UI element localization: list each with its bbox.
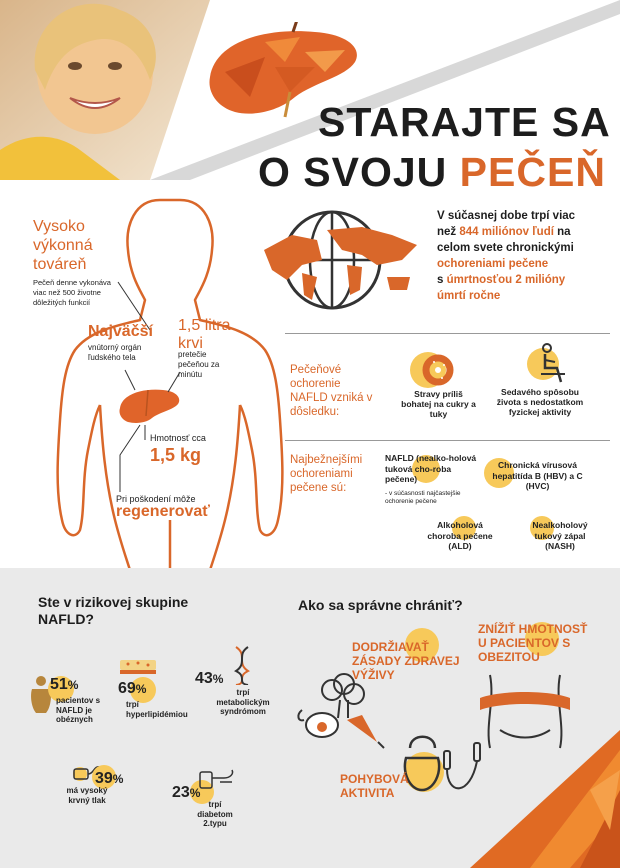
fact-blood-title: 1,5 litra krvi bbox=[178, 317, 231, 352]
divider-2 bbox=[285, 440, 610, 441]
disease-viral: Chronická vírusová hepatitída B (HBV) a C (HVC) bbox=[492, 460, 583, 491]
world-line-e bbox=[437, 272, 607, 288]
risk-unit: % bbox=[67, 678, 79, 692]
disease-ald: Alkoholová choroba pečene (ALD) bbox=[427, 520, 493, 551]
risk-item-4-label: má vysoký krvný tlak bbox=[66, 786, 108, 805]
risk-item-2-label: trpí hyperlipidémiou bbox=[126, 700, 188, 719]
fact-factory-text: Pečeň denne vykonáva viac než 500 životne dôležitých funkcií bbox=[33, 278, 111, 307]
risk-unit: % bbox=[112, 772, 124, 786]
fact-largest-title: Najväčší bbox=[88, 323, 153, 340]
risk-unit: % bbox=[189, 786, 201, 800]
protect-activity: POHYBOVÁ AKTIVITA bbox=[340, 772, 409, 800]
protect-weight: ZNÍŽIŤ HMOTNOSŤ U PACIENTOV S OBEZITOU bbox=[478, 622, 588, 664]
risk-value: 69 bbox=[118, 680, 136, 697]
corner-decoration bbox=[470, 730, 620, 868]
risk-item-2-value bbox=[118, 680, 146, 698]
fact-factory-title: Vysoko výkonná továreň bbox=[33, 218, 93, 273]
diseases-heading: Najbežnejšími ochoreniami pečene sú: bbox=[290, 454, 363, 494]
globe-icon bbox=[262, 205, 422, 315]
fact-blood-text: pretečie pečeňou za minútu bbox=[178, 350, 220, 379]
fact-weight-value: 1,5 kg bbox=[150, 445, 202, 465]
causes-heading: Pečeňové ochorenie NAFLD vzniká v dôsledku: bbox=[290, 364, 373, 418]
world-line-a: V súčasnej dobe trpí viac bbox=[437, 210, 576, 222]
risk-value: 43 bbox=[195, 670, 213, 687]
fact-regen-value: regenerovať bbox=[116, 503, 210, 520]
risk-value: 39 bbox=[95, 770, 113, 787]
dna-icon bbox=[232, 645, 252, 685]
glucose-meter-icon bbox=[198, 768, 236, 790]
jump-rope-icon bbox=[440, 735, 490, 800]
world-text-b2: na bbox=[553, 226, 571, 238]
disease-nafld-note: - v súčasnosti najčastejšie ochorenie pečene bbox=[385, 490, 461, 505]
risk-item-3-value bbox=[195, 670, 223, 688]
risk-value: 51 bbox=[50, 676, 68, 693]
page-title-line1: STARAJTE SA bbox=[318, 99, 611, 145]
protect-heading: Ako sa správne chrániť? bbox=[298, 597, 463, 613]
fat-drop-icon bbox=[118, 658, 158, 678]
world-stats bbox=[437, 208, 607, 304]
risk-item-1-label: pacientov s NAFLD je obéznych bbox=[56, 696, 101, 724]
risk-heading: Ste v rizikovej skupine NAFLD? bbox=[38, 594, 189, 627]
risk-unit: % bbox=[212, 672, 224, 686]
title-accent: PEČEŇ bbox=[459, 149, 606, 195]
risk-item-5-label: trpí diabetom 2.typu bbox=[197, 800, 233, 828]
world-line-f: úmrtí ročne bbox=[437, 290, 501, 302]
donut-icon bbox=[408, 350, 460, 392]
cause-item-diet: Stravy príliš bohatej na cukry a tuky bbox=[401, 389, 476, 419]
world-line-b bbox=[437, 224, 607, 240]
disease-nash: Nealkoholový tukový zápal (NASH) bbox=[532, 520, 588, 551]
risk-item-3-label: trpí metabolickým syndrómom bbox=[216, 688, 270, 716]
world-count: 844 miliónov ľudí bbox=[459, 226, 554, 238]
cause-item-sedentary: Sedavého spôsobu života s nedostatkom fyzickej aktivity bbox=[496, 387, 584, 417]
risk-item-1-value bbox=[50, 676, 78, 694]
risk-value: 23 bbox=[172, 784, 190, 801]
world-text-b: než bbox=[437, 226, 460, 238]
fact-weight-label: Hmotnosť cca bbox=[150, 433, 206, 443]
fact-largest-text: vnútorný orgán ľudského tela bbox=[88, 343, 142, 362]
risk-unit: % bbox=[135, 682, 147, 696]
world-line-c: celom svete chronickými bbox=[437, 242, 574, 254]
disease-nafld: NAFLD (nealko-holová tuková cho-roba pečene) bbox=[385, 453, 477, 484]
vegetables-icon bbox=[292, 670, 402, 750]
sitting-person-icon bbox=[525, 342, 575, 388]
world-mortality: úmrtnosťou 2 milióny bbox=[446, 274, 566, 286]
world-text-e: s bbox=[437, 274, 447, 286]
title-prefix: O SVOJU bbox=[258, 149, 460, 195]
protect-diet: DODRŽIAVAŤ ZÁSADY ZDRAVEJ VÝŽIVY bbox=[352, 640, 460, 682]
divider-1 bbox=[285, 333, 610, 334]
world-line-d: ochoreniami pečene bbox=[437, 258, 549, 270]
fact-regen-label: Pri poškodení môže bbox=[116, 494, 196, 504]
